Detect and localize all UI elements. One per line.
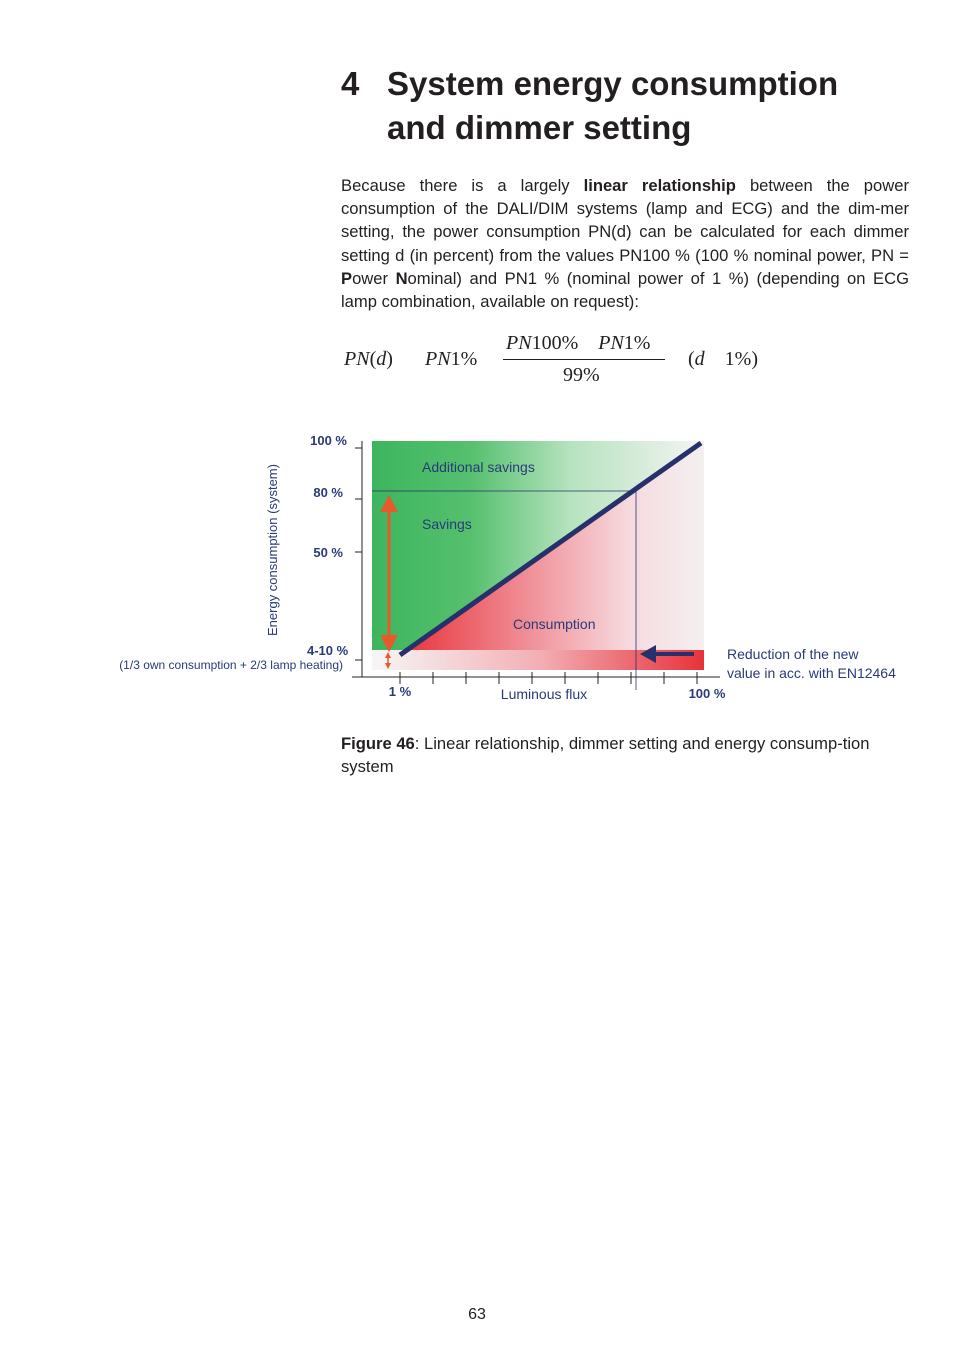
intro-bold-n: N bbox=[395, 268, 408, 288]
intro-bold-linear: linear relationship bbox=[583, 176, 736, 195]
x-axis-label: Luminous flux bbox=[500, 686, 588, 702]
x-tick-label-1: 1 % bbox=[388, 684, 412, 699]
consumption-label: Consumption bbox=[513, 616, 596, 632]
y-tick-label-50: 50 % bbox=[313, 545, 343, 560]
figure-caption-text: : Linear relationship, dimmer setting and energy consump-tion system bbox=[341, 734, 870, 777]
section-title-line1: System energy consumption bbox=[387, 65, 839, 102]
reduction-note-line1: Reduction of the new bbox=[727, 646, 859, 662]
figure-caption-label: Figure 46 bbox=[341, 734, 415, 753]
figure-chart bbox=[0, 410, 954, 710]
formula bbox=[341, 330, 781, 390]
formula-paren: (d 1%) bbox=[688, 348, 758, 370]
savings-label: Savings bbox=[422, 516, 472, 532]
intro-bold-p: P bbox=[341, 268, 353, 288]
formula-term: PN1% bbox=[425, 348, 478, 370]
formula-lhs: PN(d) bbox=[344, 348, 393, 370]
y-note: (1/3 own consumption + 2/3 lamp heating) bbox=[119, 658, 343, 672]
x-tick-label-100: 100 % bbox=[688, 686, 726, 701]
formula-denominator: 99% bbox=[563, 364, 600, 386]
section-title-line2: and dimmer setting bbox=[387, 109, 692, 146]
y-tick-label-100: 100 % bbox=[310, 433, 347, 448]
section-number: 4 bbox=[341, 65, 360, 102]
figure-caption bbox=[341, 732, 911, 778]
page-number: 63 bbox=[468, 1306, 486, 1323]
y-tick-label-4-10: 4-10 % bbox=[307, 643, 349, 658]
additional-savings-label: Additional savings bbox=[422, 459, 535, 475]
y-axis-label: Energy consumption (system) bbox=[265, 464, 280, 636]
formula-fraction-bar bbox=[503, 359, 665, 360]
intro-text-3: ower bbox=[352, 268, 396, 288]
intro-text-2: between the power consumption of the DALI/DIM systems (lamp and ECG) and the dim-mer setting, the power consumption PN(d) can be calculated for each dimmer setting d (in percent) from the values PN100 % (100 % nominal power, PN = bbox=[341, 176, 909, 265]
x-ticks bbox=[400, 672, 697, 684]
intro-text-4: ominal) and PN1 % (nominal power of 1 %) (depending on ECG lamp combination, available on request): bbox=[341, 268, 909, 312]
reduction-note-line2: value in acc. with EN12464 bbox=[727, 665, 896, 681]
y-tick-label-80: 80 % bbox=[313, 485, 343, 500]
intro-paragraph bbox=[341, 174, 909, 313]
section-title bbox=[387, 62, 927, 150]
intro-text-1: Because there is a largely bbox=[341, 176, 584, 195]
formula-numerator: PN100% PN1% bbox=[506, 332, 651, 354]
